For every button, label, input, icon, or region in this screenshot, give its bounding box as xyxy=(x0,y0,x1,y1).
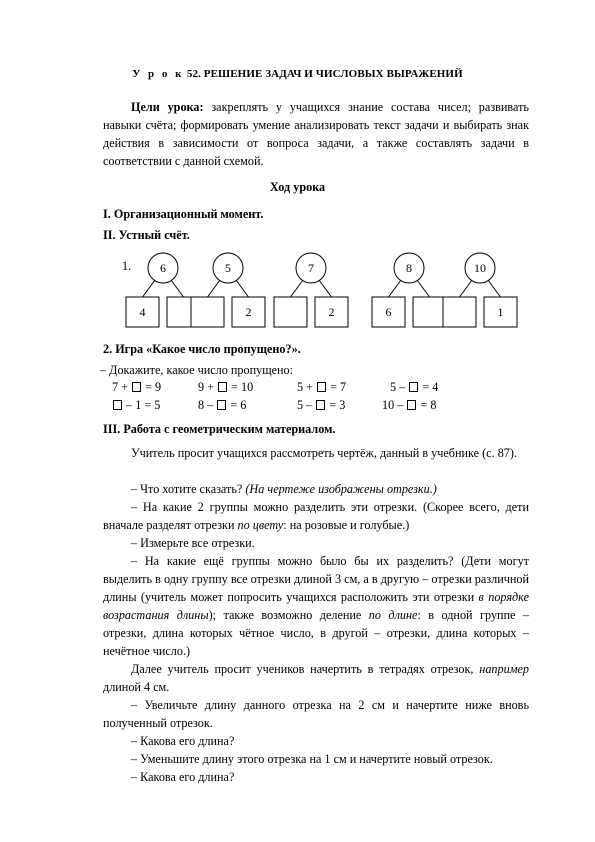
connector-line xyxy=(389,280,402,297)
paragraph: Далее учитель просит учеников начертить в тетрадях отрезок, например длиной 4 см. xyxy=(103,662,529,694)
circle-number: 7 xyxy=(308,261,314,275)
box-number: 2 xyxy=(328,305,335,319)
box-number: 4 xyxy=(139,305,146,319)
answer-box-left xyxy=(274,297,307,327)
paragraph: – Увеличьте длину данного отрезка на 2 см и начертите ниже вновь полученный отрезок. xyxy=(103,698,529,730)
answer-box-right xyxy=(413,297,446,327)
connector-line xyxy=(319,280,332,297)
expression: 5 – = 4 xyxy=(390,380,439,394)
course-heading: Ход урока xyxy=(269,180,326,194)
empty-box-icon xyxy=(113,400,122,410)
lesson-number: 52. xyxy=(186,68,201,80)
goals-text: закреплять у учащихся знание состава чисел; развивать навыки счёта; формировать умение анализировать текст задачи и выбирать знак действия в зависимости от вопроса задачи, а также составлять задачи в соответствии с данной схемой. xyxy=(103,100,529,168)
number-composition-diagram xyxy=(100,250,540,330)
expression: 8 – = 6 xyxy=(198,398,247,412)
box-number: 1 xyxy=(497,305,504,319)
empty-box-icon xyxy=(316,400,325,410)
goals-label: Цели урока: xyxy=(131,100,204,114)
connector-line xyxy=(460,280,473,297)
empty-box-icon xyxy=(217,400,226,410)
connector-line xyxy=(417,280,430,297)
paragraph: – Какова его длина? xyxy=(131,734,235,748)
answer-box-left xyxy=(191,297,224,327)
empty-box-icon xyxy=(218,382,227,392)
connector-line xyxy=(291,280,304,297)
circle-number: 8 xyxy=(406,261,412,275)
expression: 7 + = 9 xyxy=(112,380,162,394)
circle-number: 6 xyxy=(160,261,166,275)
section-organization: I. Организационный момент. xyxy=(103,207,264,221)
connector-line xyxy=(488,280,501,297)
box-number: 2 xyxy=(245,305,252,319)
game-title: 2. Игра «Какое число пропущено?». xyxy=(103,342,301,356)
paragraph: – На какие 2 группы можно разделить эти отрезки. (Скорее всего, дети вначале разделят отрезки по цвету: на розовые и голубые.) xyxy=(103,500,529,532)
paragraph: – Какова его длина? xyxy=(131,770,235,784)
section-geometry: III. Работа с геометрическим материалом. xyxy=(103,422,336,436)
paragraph: – На какие ещё группы можно было бы их разделить? (Дети могут выделить в одну группу все отрезки длиной 3 см, а в другую – отрезки различной длины (учитель может попросить учащихся расположить эти отрезки в порядке возрастания длины); также возможно деление по длине: в одной группе – отрезки, длина которых чётное число, в другой – отрезки, длина которых – нечётное число.) xyxy=(103,554,530,658)
connector-line xyxy=(208,280,221,297)
connector-line xyxy=(236,280,249,297)
lesson-label: У р о к xyxy=(132,68,185,80)
empty-box-icon xyxy=(317,382,326,392)
connector-line xyxy=(171,280,184,297)
section-oral-count: II. Устный счёт. xyxy=(103,228,190,242)
lesson-topic: РЕШЕНИЕ ЗАДАЧ И ЧИСЛОВЫХ ВЫРАЖЕНИЙ xyxy=(203,68,463,80)
expression: 9 + = 10 xyxy=(198,380,254,394)
box-number: 6 xyxy=(385,305,392,319)
answer-box-left xyxy=(443,297,476,327)
expression: 5 + = 7 xyxy=(297,380,347,394)
paragraph: – Измерьте все отрезки. xyxy=(131,536,255,550)
circle-number: 5 xyxy=(225,261,231,275)
circle-number: 10 xyxy=(474,261,486,275)
paragraph: – Уменьшите длину этого отрезка на 1 см и начертите новый отрезок. xyxy=(131,752,493,766)
paragraph: Учитель просит учащихся рассмотреть чертёж, данный в учебнике (с. 87). xyxy=(131,446,517,460)
expression: – 1 = 5 xyxy=(112,398,160,413)
empty-box-icon xyxy=(407,400,416,410)
game-prompt: – Докажите, какое число пропущено: xyxy=(100,363,294,377)
lesson-goals xyxy=(103,98,529,170)
paragraph: – Что хотите сказать? (На чертеже изображены отрезки.) xyxy=(131,482,437,496)
empty-box-icon xyxy=(409,382,418,392)
empty-box-icon xyxy=(132,382,141,392)
connector-line xyxy=(143,280,156,297)
lesson-title xyxy=(0,68,595,80)
expression: 10 – = 8 xyxy=(382,398,437,412)
expression: 5 – = 3 xyxy=(297,398,346,412)
exercise-number: 1. xyxy=(122,259,132,273)
